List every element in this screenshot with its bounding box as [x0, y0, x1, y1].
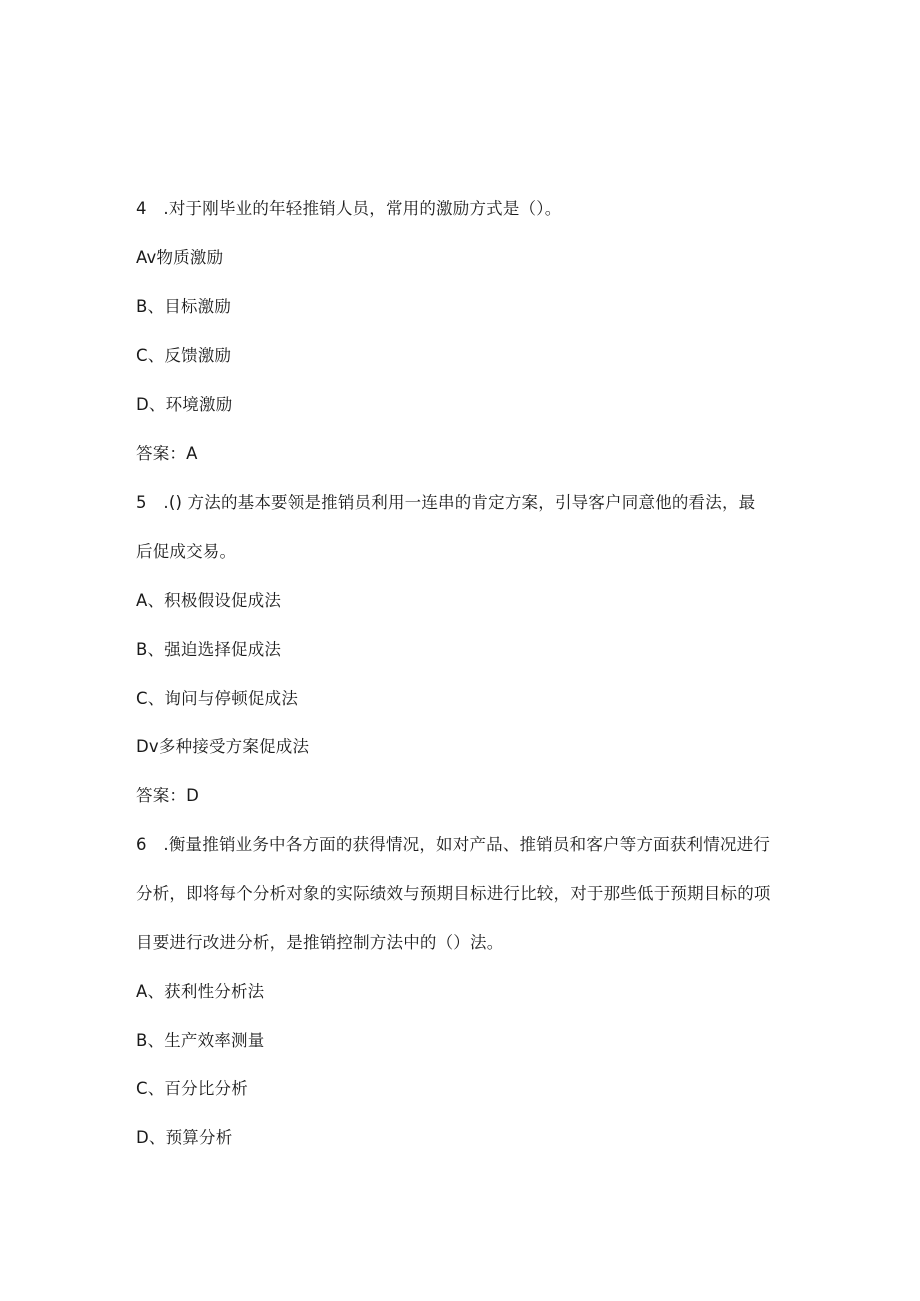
- question-4-option-b: B、目标激励: [136, 297, 232, 316]
- question-5-option-a: A、积极假设促成法: [136, 591, 282, 610]
- question-6-option-a: A、获利性分析法: [136, 982, 265, 1001]
- question-6-option-d: D、预算分析: [136, 1128, 233, 1147]
- question-5-stem-line-1: 5 .() 方法的基本要领是推销员利用一连串的肯定方案，引导客户同意他的看法，最: [136, 493, 756, 512]
- question-4-option-a: Av物质激励: [136, 248, 224, 267]
- question-4-option-c: C、反馈激励: [136, 346, 232, 365]
- question-6-stem-line-3: 目要进行改进分析，是推销控制方法中的（）法。: [136, 933, 504, 952]
- question-5-option-d: Dv多种接受方案促成法: [136, 737, 310, 756]
- question-5-option-c: C、询问与停顿促成法: [136, 689, 299, 708]
- question-5-stem-line-2: 后促成交易。: [136, 542, 237, 561]
- question-4-option-d: D、环境激励: [136, 395, 233, 414]
- question-6-stem-line-2: 分析，即将每个分析对象的实际绩效与预期目标进行比较，对于那些低于预期目标的项: [136, 884, 771, 903]
- question-4-stem: 4 .对于刚毕业的年轻推销人员，常用的激励方式是（）。: [136, 199, 562, 218]
- question-6-option-b: B、生产效率测量: [136, 1031, 265, 1050]
- question-6-option-c: C、百分比分析: [136, 1079, 248, 1098]
- question-6-stem-line-1: 6 .衡量推销业务中各方面的获得情况，如对产品、推销员和客户等方面获利情况进行: [136, 835, 771, 854]
- question-5-option-b: B、强迫选择促成法: [136, 640, 282, 659]
- question-5-answer: 答案：D: [136, 786, 200, 805]
- question-4-answer: 答案：A: [136, 444, 198, 463]
